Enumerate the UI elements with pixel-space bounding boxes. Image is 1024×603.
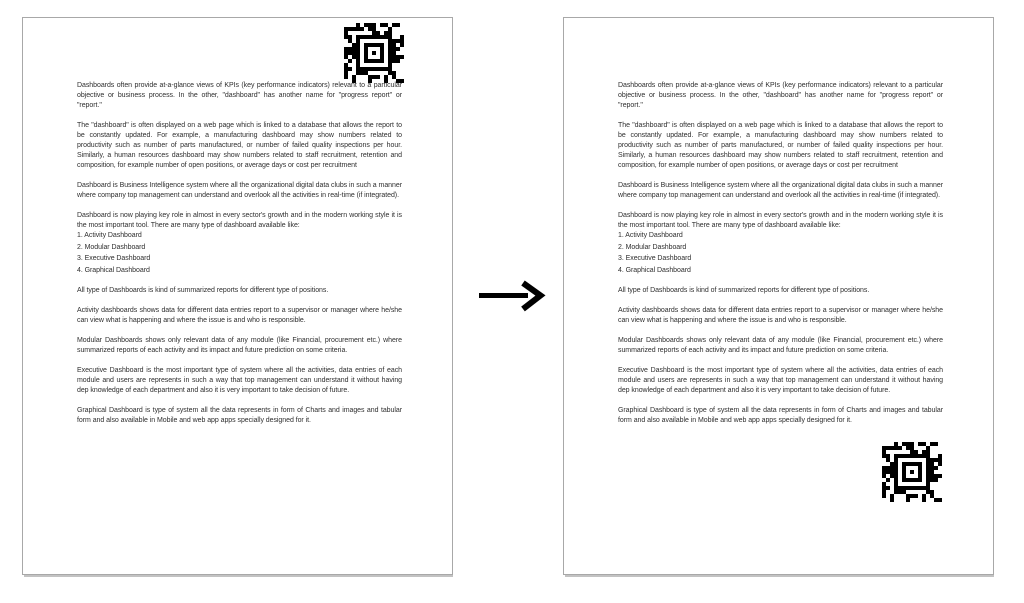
paragraph: Dashboard is now playing key role in almost in every sector's growth and in the modern working style it is the most important tool. There are many type of dashboard available like:	[77, 212, 402, 229]
transform-arrow	[478, 280, 546, 314]
paragraph: Activity dashboards shows data for different data entries report to a supervisor or manager where he/she can view what is happening and where the issue is and who is responsible.	[77, 306, 402, 324]
paragraph: Executive Dashboard is the most important type of system where all the activities, data entries of each module and users are represents in such a way that top management can understand it without having dep knowledge of each department and also it is very important to take decision of future.	[618, 366, 943, 394]
paragraph: The "dashboard" is often displayed on a web page which is linked to a database that allows the report to be constantly updated. For example, a manufacturing dashboard may show numbers related to productivity such as number of parts manufactured, or number of failed quality inspections per hour. Similarly, a human resources dashboard may show numbers related to staff recruitment, retention and composition, for example number of open positions, or average days or cost per recruitment	[618, 122, 943, 169]
paragraph: Dashboard is now playing key role in almost in every sector's growth and in the modern working style it is the most important tool. There are many type of dashboard available like:	[618, 212, 943, 229]
paragraph: Activity dashboards shows data for different data entries report to a supervisor or manager where he/she can view what is happening and where the issue is and who is responsible.	[618, 306, 943, 324]
list-item: 2. Modular Dashboard	[618, 243, 687, 251]
paragraph: Modular Dashboards shows only relevant data of any module (like Financial, procurement etc.) where summarized reports of each activity and its impact and future prediction on some criteria.	[77, 336, 402, 354]
paragraph: Graphical Dashboard is type of system all the data represents in form of Charts and images and tabular form and also available in Mobile and web app apps specially designed for it.	[618, 406, 943, 424]
paragraph: Graphical Dashboard is type of system all the data represents in form of Charts and images and tabular form and also available in Mobile and web app apps specially designed for it.	[77, 406, 402, 424]
dashboard-type-list	[77, 231, 402, 276]
paragraph: Modular Dashboards shows only relevant data of any module (like Financial, procurement etc.) where summarized reports of each activity and its impact and future prediction on some criteria.	[618, 336, 943, 354]
document-text-left	[77, 81, 402, 436]
paragraph: Dashboard is Business Intelligence system where all the organizational digital data clubs in such a manner where company top management can understand and overlook all the activities in real-time (if integrated).	[77, 182, 402, 199]
document-page-left	[22, 17, 453, 575]
document-page-right	[563, 17, 994, 575]
list-item: 2. Modular Dashboard	[77, 243, 146, 251]
aztec-barcode	[344, 23, 404, 83]
list-item: 1. Activity Dashboard	[618, 232, 683, 239]
right-arrow-icon	[478, 280, 546, 314]
paragraph: Dashboards often provide at-a-glance views of KPIs (key performance indicators) relevant to a particular objective or business process. In the other, "dashboard" has another name for "progress report" or "report."	[618, 82, 943, 109]
dashboard-type-list	[618, 231, 943, 276]
paragraph: All type of Dashboards is kind of summarized reports for different type of positions.	[618, 286, 870, 294]
aztec-barcode	[882, 442, 942, 502]
list-item: 3. Executive Dashboard	[77, 255, 151, 262]
paragraph: Dashboard is Business Intelligence system where all the organizational digital data clubs in such a manner where company top management can understand and overlook all the activities in real-time (if integrated).	[618, 182, 943, 199]
list-item: 4. Graphical Dashboard	[618, 266, 691, 274]
paragraph: Executive Dashboard is the most important type of system where all the activities, data entries of each module and users are represents in such a way that top management can understand it without having dep knowledge of each department and also it is very important to take decision of future.	[77, 366, 402, 394]
paragraph: All type of Dashboards is kind of summarized reports for different type of positions.	[77, 286, 329, 294]
paragraph: The "dashboard" is often displayed on a web page which is linked to a database that allows the report to be constantly updated. For example, a manufacturing dashboard may show numbers related to productivity such as number of parts manufactured, or number of failed quality inspections per hour. Similarly, a human resources dashboard may show numbers related to staff recruitment, retention and composition, for example number of open positions, or average days or cost per recruitment	[77, 122, 402, 169]
list-item: 4. Graphical Dashboard	[77, 266, 150, 274]
list-item: 3. Executive Dashboard	[618, 255, 692, 262]
list-item: 1. Activity Dashboard	[77, 232, 142, 239]
document-text-right	[618, 81, 943, 436]
paragraph: Dashboards often provide at-a-glance views of KPIs (key performance indicators) relevant to a particular objective or business process. In the other, "dashboard" has another name for "progress report" or "report."	[77, 82, 402, 109]
